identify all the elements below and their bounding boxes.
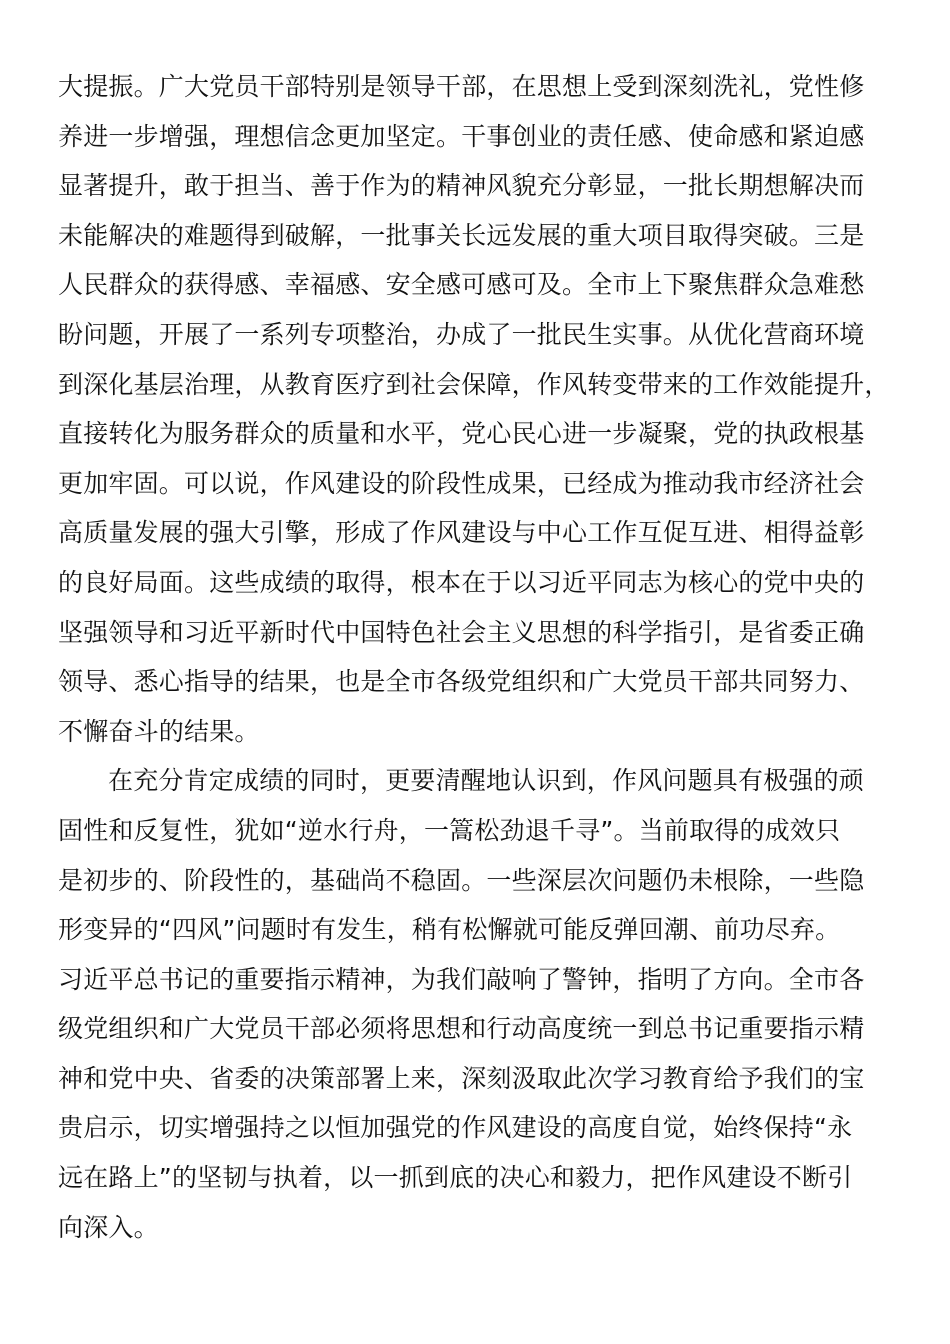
text-line: 形变异的“四风”问题时有发生，稍有松懈就可能反弹回潮、前功尽弃。 (58, 915, 841, 945)
text-line: 固性和反复性，犹如“逆水行舟，一篙松劲退千寻”。当前取得的成效只 (58, 815, 841, 845)
text-line: 到深化基层治理，从教育医疗到社会保障，作风转变带来的工作效能提升， (58, 369, 890, 399)
text-line: 远在路上”的坚韧与执着，以一抓到底的决心和毅力，把作风建设不断引 (58, 1163, 853, 1193)
text-line: 神和党中央、省委的决策部署上来，深刻汲取此次学习教育给予我们的宝 (58, 1063, 865, 1093)
text-line: 未能解决的难题得到破解，一批事关长远发展的重大项目取得突破。三是 (58, 220, 865, 250)
text-line: 的良好局面。这些成绩的取得，根本在于以习近平同志为核心的党中央的 (58, 567, 865, 597)
text-line: 是初步的、阶段性的，基础尚不稳固。一些深层次问题仍未根除，一些隐 (58, 865, 865, 895)
text-line: 向深入。 (58, 1212, 159, 1242)
text-line: 高质量发展的强大引擎，形成了作风建设与中心工作互促互进、相得益彰 (58, 518, 865, 548)
paragraph-1 (58, 62, 888, 756)
text-line: 级党组织和广大党员干部必须将思想和行动高度统一到总书记重要指示精 (58, 1014, 865, 1044)
text-line: 人民群众的获得感、幸福感、安全感可感可及。全市上下聚焦群众急难愁 (58, 270, 865, 300)
text-line: 养进一步增强，理想信念更加坚定。干事创业的责任感、使命感和紧迫感 (58, 121, 865, 151)
paragraph-2 (58, 756, 888, 1252)
text-line: 盼问题，开展了一系列专项整治，办成了一批民生实事。从优化营商环境 (58, 319, 865, 349)
text-line: 领导、悉心指导的结果，也是全市各级党组织和广大党员干部共同努力、 (58, 667, 865, 697)
text-line: 不懈奋斗的结果。 (58, 716, 260, 746)
text-line: 大提振。广大党员干部特别是领导干部，在思想上受到深刻洗礼，党性修 (58, 72, 865, 101)
text-line: 显著提升，敢于担当、善于作为的精神风貌充分彰显，一批长期想解决而 (58, 171, 865, 201)
text-line: 习近平总书记的重要指示精神，为我们敲响了警钟，指明了方向。全市各 (58, 964, 865, 994)
text-line: 更加牢固。可以说，作风建设的阶段性成果，已经成为推动我市经济社会 (58, 468, 865, 498)
text-line: 坚强领导和习近平新时代中国特色社会主义思想的科学指引，是省委正确 (58, 617, 865, 647)
text-line: 在充分肯定成绩的同时，更要清醒地认识到，作风问题具有极强的顽 (108, 766, 865, 796)
text-line: 直接转化为服务群众的质量和水平，党心民心进一步凝聚，党的执政根基 (58, 419, 865, 449)
text-line: 贵启示，切实增强持之以恒加强党的作风建设的高度自觉，始终保持“永 (58, 1113, 853, 1143)
document-body (58, 62, 888, 1252)
